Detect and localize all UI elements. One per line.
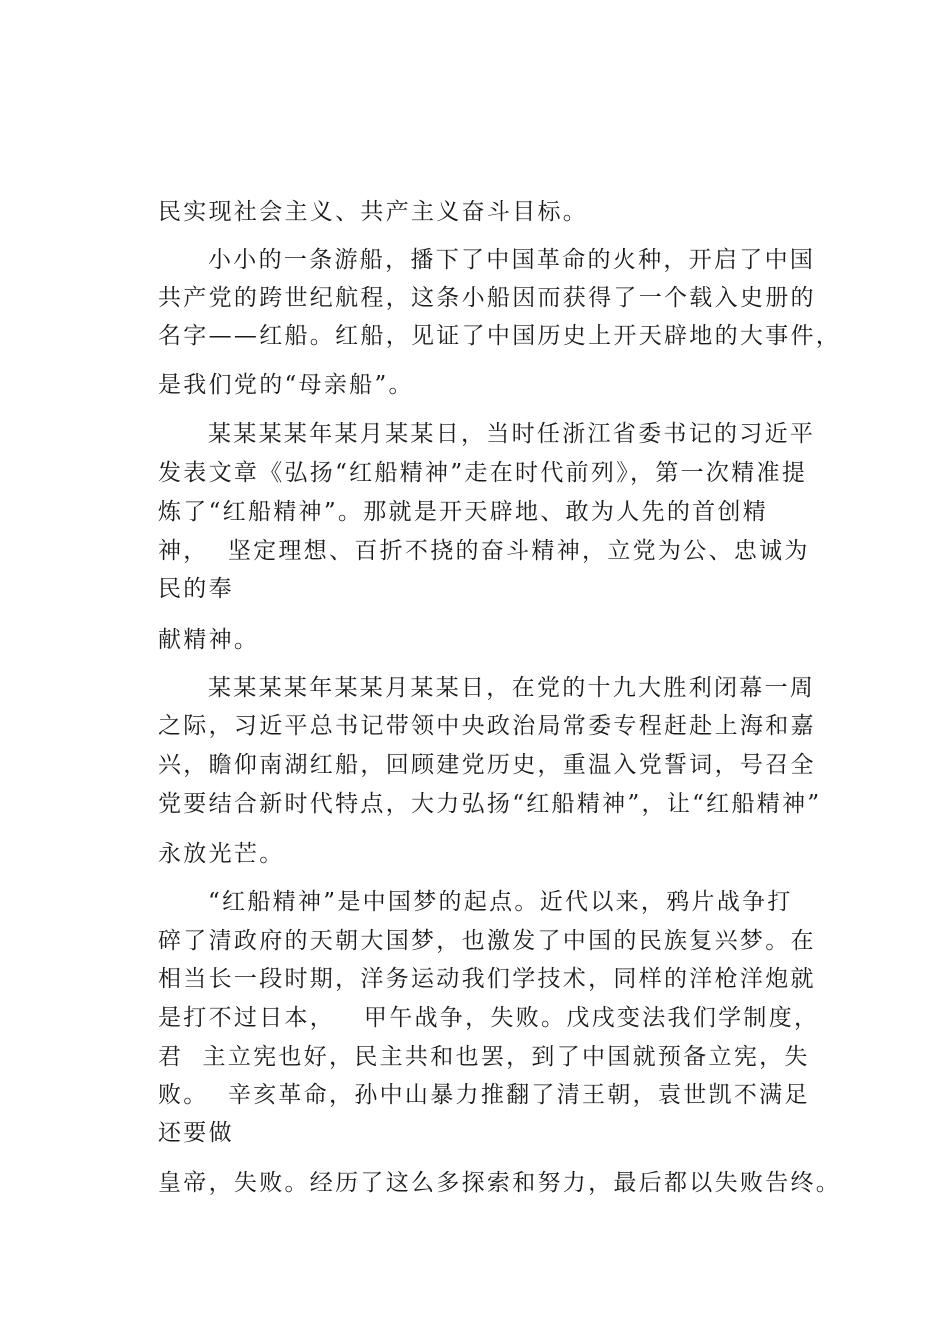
text-line-19: 相当长一段时期，洋务运动我们学技术，同样的洋枪洋炮就: [158, 966, 816, 992]
text-line-11: 献精神。: [158, 627, 260, 653]
text-line-12: 某某某某年某某月某某日，在党的十九大胜利闭幕一周: [208, 675, 816, 701]
text-line-7: 发表文章《弘扬“红船精神”走在时代前列》，第一次精准提: [158, 460, 808, 486]
text-line-23: 还要做: [158, 1120, 234, 1146]
text-line-22: 败。 辛亥革命，孙中山暴力推翻了清王朝，袁世凯不满足: [158, 1082, 810, 1108]
text-line-18: 碎了清政府的天朝大国梦，也激发了中国的民族复兴梦。在: [158, 928, 816, 954]
text-line-13: 之际，习近平总书记带领中央政治局常委专程赶赴上海和嘉: [158, 713, 816, 739]
text-line-21: 君 主立宪也好，民主共和也罢，到了中国就预备立宪，失: [158, 1044, 810, 1070]
text-line-17: “红船精神”是中国梦的起点。近代以来，鸦片战争打: [208, 889, 793, 915]
text-line-6: 某某某某年某月某某日，当时任浙江省委书记的习近平: [208, 421, 816, 447]
text-line-2: 小小的一条游船，播下了中国革命的火种，开启了中国: [208, 247, 816, 273]
text-line-10: 民的奉: [158, 576, 234, 602]
text-line-14: 兴，瞻仰南湖红船，回顾建党历史，重温入党誓词，号召全: [158, 752, 816, 778]
text-line-16: 永放光芒。: [158, 841, 285, 867]
text-line-9: 神， 坚定理想、百折不挠的奋斗精神，立党为公、忠诚为: [158, 538, 810, 564]
text-line-24: 皇帝，失败。经历了这么多探索和努力，最后都以失败告终。: [158, 1170, 842, 1196]
text-line-5: 是我们党的“母亲船”。: [158, 372, 414, 398]
text-line-8: 炼了“红船精神”。那就是开天辟地、敢为人先的首创精: [158, 499, 769, 525]
text-line-3: 共产党的跨世纪航程，这条小船因而获得了一个载入史册的: [158, 285, 816, 311]
text-line-4: 名字——红船。红船，见证了中国历史上开天辟地的大事件，: [158, 323, 842, 349]
text-line-1: 民实现社会主义、共产主义奋斗目标。: [158, 199, 589, 225]
text-line-20: 是打不过日本， 甲午战争，失败。戊戌变法我们学制度，: [158, 1005, 820, 1031]
text-line-15: 党要结合新时代特点，大力弘扬“红船精神”，让“红船精神”: [158, 791, 822, 817]
